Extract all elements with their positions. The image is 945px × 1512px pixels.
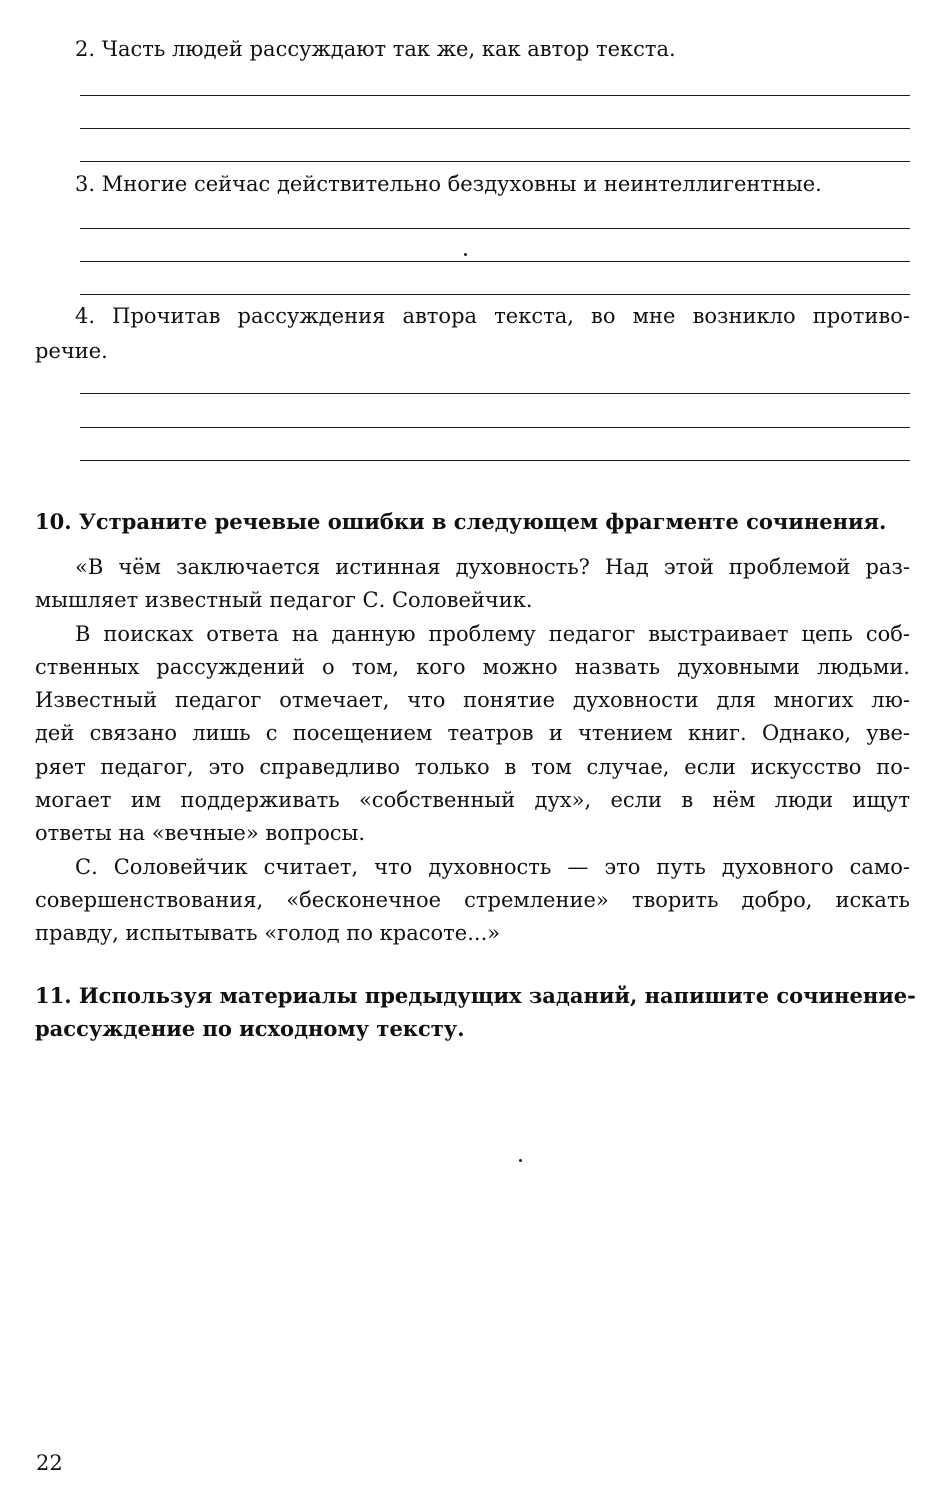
answer-line[interactable] <box>80 261 910 262</box>
task-11-heading-line-2: рассуждение по исходному тексту. <box>35 1016 465 1041</box>
answer-line[interactable] <box>80 128 910 129</box>
answer-line[interactable] <box>80 95 910 96</box>
answer-line[interactable] <box>80 161 910 162</box>
task-10-paragraph-2-line: дей связано лишь с посещением театров и чтением книг. Однако, уве- <box>35 721 910 745</box>
speck <box>519 1159 522 1162</box>
task-10-paragraph-1-line: мышляет известный педагог С. Соловейчик. <box>35 588 533 612</box>
task-10-paragraph-2-line: ответы на «вечные» вопросы. <box>35 821 366 845</box>
task-10-paragraph-2-line: ственных рассуждений о том, кого можно назвать духовными людьми. <box>35 655 910 679</box>
task-10-paragraph-1-line: «В чём заключается истинная духовность? Над этой проблемой раз- <box>75 555 910 579</box>
item-4-line-2: речие. <box>35 339 108 363</box>
task-10-paragraph-2-line: В поисках ответа на данную проблему педагог выстраивает цепь соб- <box>75 622 910 646</box>
task-10-paragraph-2-line: могает им поддерживать «собственный дух», если в нём люди ищут <box>35 788 910 812</box>
answer-line[interactable] <box>80 294 910 295</box>
answer-line[interactable] <box>80 427 910 428</box>
task-10-paragraph-3-line: правду, испытывать «голод по красоте...» <box>35 921 501 945</box>
page-number: 22 <box>36 1451 63 1475</box>
answer-line[interactable] <box>80 393 910 394</box>
task-10-paragraph-2-line: Известный педагог отмечает, что понятие духовности для многих лю- <box>35 688 910 712</box>
speck <box>464 253 467 256</box>
item-2-text: 2. Часть людей рассуждают так же, как автор текста. <box>75 37 676 61</box>
item-4-line-1: 4. Прочитав рассуждения автора текста, во мне возникло противо- <box>75 304 910 328</box>
item-3-text: 3. Многие сейчас действительно бездуховны и неинтеллигентные. <box>75 172 822 196</box>
task-10-heading: 10. Устраните речевые ошибки в следующем фрагменте сочинения. <box>35 509 887 534</box>
task-11-heading-line-1: 11. Используя материалы предыдущих заданий, напишите сочинение- <box>35 983 916 1008</box>
task-10-paragraph-3-line: С. Соловейчик считает, что духовность — это путь духовного само- <box>75 855 910 879</box>
answer-line[interactable] <box>80 460 910 461</box>
answer-line[interactable] <box>80 228 910 229</box>
task-10-paragraph-3-line: совершенствования, «бесконечное стремление» творить добро, искать <box>35 888 910 912</box>
task-10-paragraph-2-line: ряет педагог, это справедливо только в том случае, если искусство по- <box>35 755 910 779</box>
